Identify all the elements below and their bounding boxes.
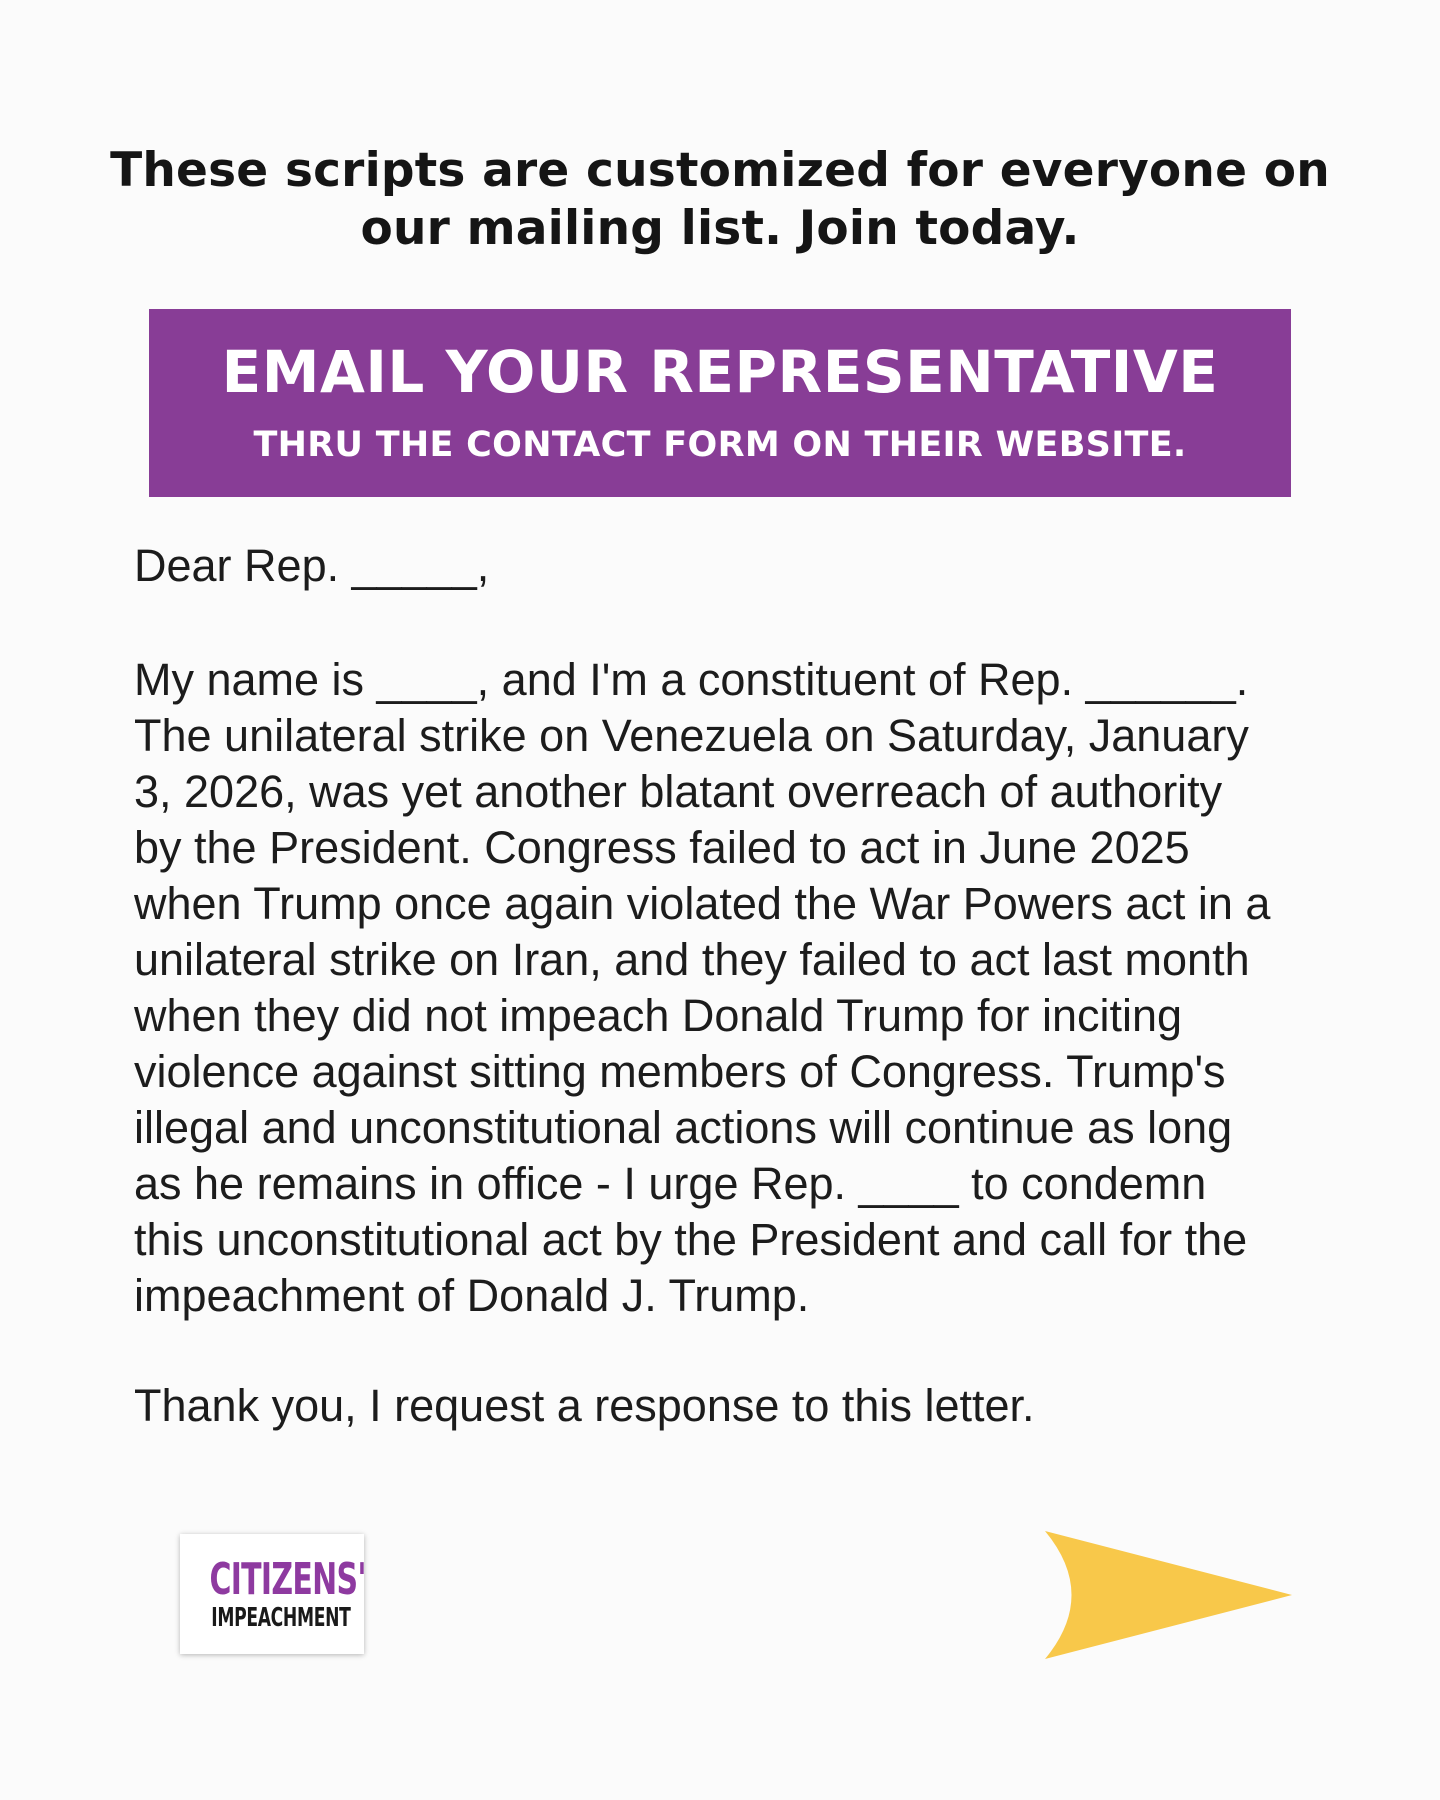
letter-line: My name is ____, and I'm a constituent of Rep. ______. [134,654,1249,705]
logo-text-bottom: IMPEACHMENT [211,1603,351,1633]
letter-line: 3, 2026, was yet another blatant overreach of authority [134,766,1223,817]
letter-line: as he remains in office - I urge Rep. ____ to condemn [134,1158,1207,1209]
letter-line: when Trump once again violated the War Powers act in a [134,878,1271,929]
arrow-right-icon[interactable] [1040,1528,1300,1662]
letter-closing: Thank you, I request a response to this letter. [134,1380,1035,1431]
email-banner [149,309,1291,497]
arrow-shape [1045,1531,1292,1659]
banner-subtitle: THRU THE CONTACT FORM ON THEIR WEBSITE. [253,425,1187,465]
letter-line: unilateral strike on Iran, and they failed to act last month [134,934,1250,985]
letter-salutation: Dear Rep. _____, [134,540,490,591]
header-line-2: our mailing list. Join today. [360,201,1080,256]
letter-line: illegal and unconstitutional actions will continue as long [134,1102,1233,1153]
letter-line: when they did not impeach Donald Trump for inciting [134,990,1183,1041]
letter-body [134,652,1324,1324]
letter-line: by the President. Congress failed to act in June 2025 [134,822,1190,873]
letter-line: this unconstitutional act by the President and call for the [134,1214,1248,1265]
logo-text-top: CITIZENS' [209,1554,366,1605]
header-heading [100,142,1340,258]
header-line-1: These scripts are customized for everyone on [110,143,1330,198]
letter-line: The unilateral strike on Venezuela on Saturday, January [134,710,1249,761]
banner-title: EMAIL YOUR REPRESENTATIVE [221,338,1219,406]
letter-line: impeachment of Donald J. Trump. [134,1270,810,1321]
citizens-impeachment-logo [180,1534,364,1654]
letter-line: violence against sitting members of Congress. Trump's [134,1046,1226,1097]
